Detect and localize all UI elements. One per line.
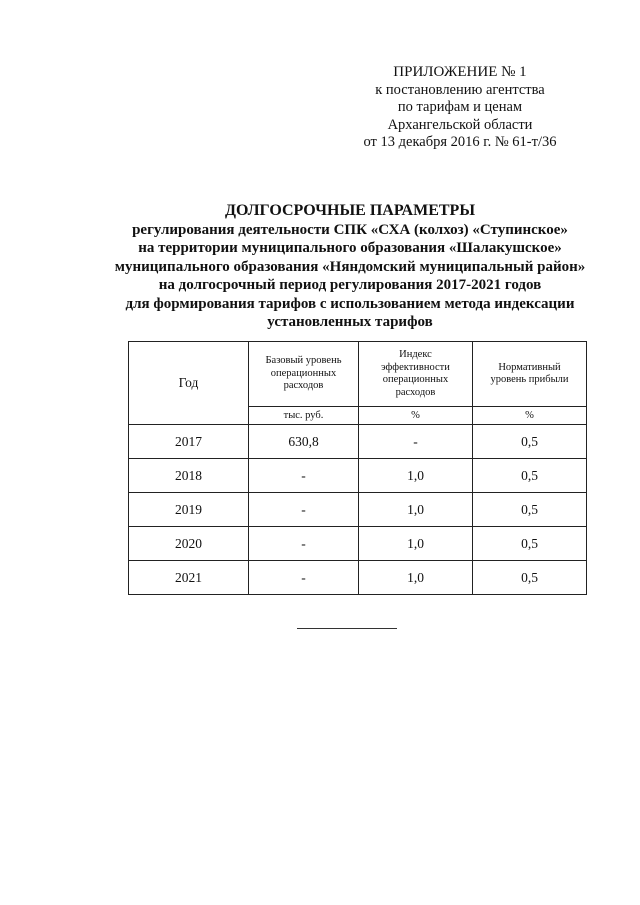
title-main: ДОЛГОСРОЧНЫЕ ПАРАМЕТРЫ — [224, 202, 476, 219]
cell-year: 2021 — [129, 561, 249, 595]
document-title — [60, 202, 640, 332]
header-year: Год — [129, 342, 249, 425]
appendix-line: Архангельской области — [387, 116, 533, 133]
cell-index: 1,0 — [359, 493, 473, 527]
cell-base: - — [249, 561, 359, 595]
unit-base: тыс. руб. — [249, 407, 359, 425]
title-line: для формирования тарифов с использованием метода индексации — [125, 295, 575, 312]
cell-base: - — [249, 527, 359, 561]
unit-profit: % — [473, 407, 587, 425]
separator-line — [297, 628, 397, 629]
cell-index: 1,0 — [359, 527, 473, 561]
cell-base: - — [249, 459, 359, 493]
cell-profit: 0,5 — [473, 527, 587, 561]
table-header-row — [129, 342, 587, 407]
title-line: регулирования деятельности СПК «СХА (колхоз) «Ступинское» — [132, 221, 568, 238]
unit-index: % — [359, 407, 473, 425]
appendix-line: от 13 декабря 2016 г. № 61-т/36 — [363, 134, 557, 150]
appendix-line: к постановлению агентства — [375, 81, 545, 98]
cell-index: - — [359, 425, 473, 459]
table-row — [129, 425, 587, 459]
cell-year: 2020 — [129, 527, 249, 561]
table-row — [129, 493, 587, 527]
cell-profit: 0,5 — [473, 561, 587, 595]
header-profit-level: Нормативный уровень прибыли — [473, 342, 587, 407]
cell-year: 2017 — [129, 425, 249, 459]
table-row — [129, 459, 587, 493]
table-row — [129, 527, 587, 561]
cell-year: 2018 — [129, 459, 249, 493]
cell-base: - — [249, 493, 359, 527]
appendix-block — [340, 64, 580, 152]
cell-profit: 0,5 — [473, 493, 587, 527]
header-base-level: Базовый уровень операционных расходов — [249, 342, 359, 407]
cell-base: 630,8 — [249, 425, 359, 459]
appendix-line: по тарифам и ценам — [397, 99, 523, 115]
title-line: на территории муниципального образования «Шалакушское» — [138, 240, 562, 256]
title-line: на долгосрочный период регулирования 2017-2021 годов — [158, 277, 542, 293]
header-efficiency-index: Индекс эффективности операционных расходов — [359, 342, 473, 407]
cell-profit: 0,5 — [473, 425, 587, 459]
parameters-table — [128, 341, 587, 595]
title-line: муниципального образования «Няндомский муниципальный район» — [114, 258, 586, 275]
appendix-heading: ПРИЛОЖЕНИЕ № 1 — [393, 64, 527, 80]
table-row — [129, 561, 587, 595]
cell-profit: 0,5 — [473, 459, 587, 493]
cell-index: 1,0 — [359, 459, 473, 493]
title-line: установленных тарифов — [267, 314, 433, 330]
cell-year: 2019 — [129, 493, 249, 527]
cell-index: 1,0 — [359, 561, 473, 595]
